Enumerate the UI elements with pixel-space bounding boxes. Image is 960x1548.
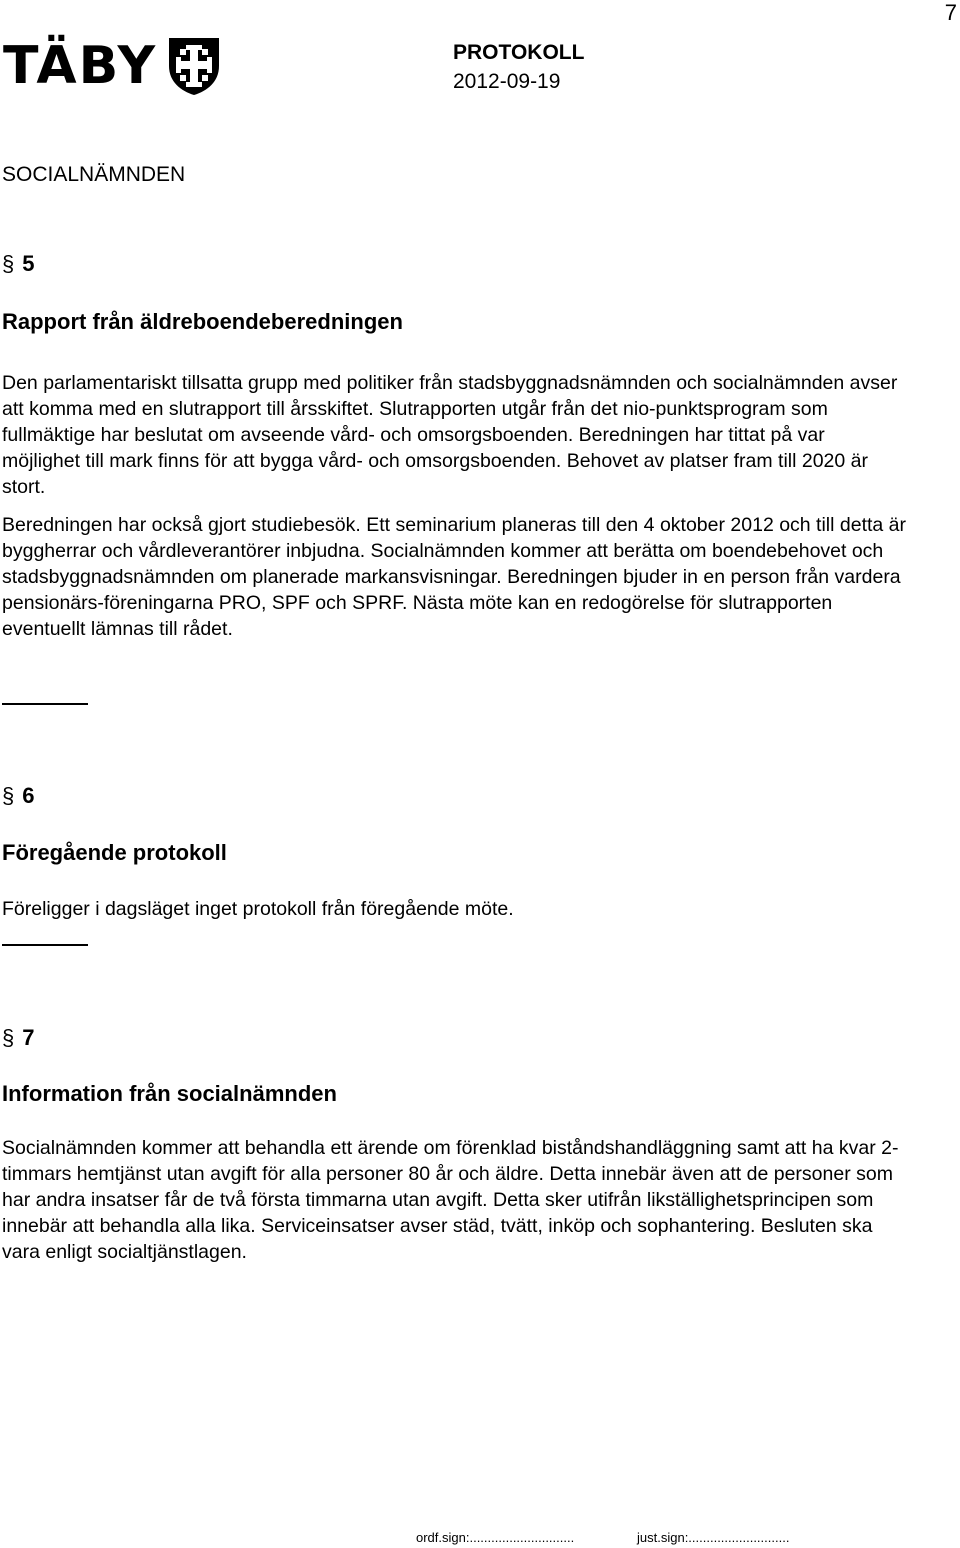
section-6-number — [2, 783, 35, 809]
section-5-paragraph-2: Beredningen har också gjort studiebesök. Ett seminarium planeras till den 4 oktober 2012 och till detta är byggherrar och vårdleverantörer inbjudna. Socialnämnden kommer att berätta om boendebehovet och stadsbyggnadsnämnden om planerade markansvisningar. Beredningen bjuder in en person från vardera pensionärs-föreningarna PRO, SPF och SPRF. Nästa möte kan en redogörelse för slutrapporten eventuellt lämnas till rådet. — [2, 514, 907, 640]
chair-signature-field: ordf.sign:............................. — [416, 1530, 575, 1545]
section-5-body — [2, 370, 907, 642]
section-7-title: Information från socialnämnden — [2, 1081, 337, 1106]
page-number: 7 — [944, 0, 957, 25]
section-7-paragraph-1: Socialnämnden kommer att behandla ett ärende om förenklad biståndshandläggning samt att ha kvar 2-timmars hemtjänst utan avgift för alla personer 80 år och äldre. Detta innebär även att de personer som har andra insatser får de två första timmarna utan avgift. Detta sker utifrån likställighetsprincipen som innebär att behandla alla lika. Serviceinsatser avser städ, tvätt, inköp och sophantering. Besluten ska vara enligt socialtjänstlagen. — [2, 1137, 899, 1263]
document-date: 2012-09-19 — [453, 70, 561, 93]
section-7-body — [2, 1135, 907, 1265]
section-number: 6 — [22, 783, 35, 808]
section-6-paragraph-1: Föreligger i dagsläget inget protokoll från föregående möte. — [2, 898, 514, 920]
adjuster-signature-field: just.sign:............................ — [637, 1530, 790, 1545]
section-6-body — [2, 896, 907, 922]
section-number: 5 — [22, 251, 35, 276]
section-symbol: § — [2, 251, 15, 276]
section-symbol: § — [2, 1025, 15, 1050]
taby-coat-of-arms-icon — [167, 36, 221, 96]
committee-name: SOCIALNÄMNDEN — [2, 163, 186, 186]
section-5-paragraph-1: Den parlamentariskt tillsatta grupp med politiker från stadsbyggnadsnämnden och socialnämnden avser att komma med en slutrapport till årsskiftet. Slutrapporten utgår från det nio-punktsprogram som fullmäktige har beslutat om avseende vård- och omsorgsboenden. Beredningen har tittat på var möjlighet till mark finns för att bygga vård- och omsorgsboenden. Behovet av platser fram till 2020 är stort. — [2, 372, 898, 498]
taby-logo — [3, 36, 221, 96]
section-divider — [2, 944, 88, 946]
logo-wordmark: TÄBY — [3, 36, 158, 96]
section-5-title: Rapport från äldreboendeberedningen — [2, 309, 403, 334]
section-divider — [2, 703, 88, 705]
section-number: 7 — [22, 1025, 35, 1050]
document-type: PROTOKOLL — [453, 41, 585, 64]
section-7-number — [2, 1025, 35, 1051]
section-5-number — [2, 251, 35, 277]
section-symbol: § — [2, 783, 15, 808]
section-6-title: Föregående protokoll — [2, 840, 227, 865]
